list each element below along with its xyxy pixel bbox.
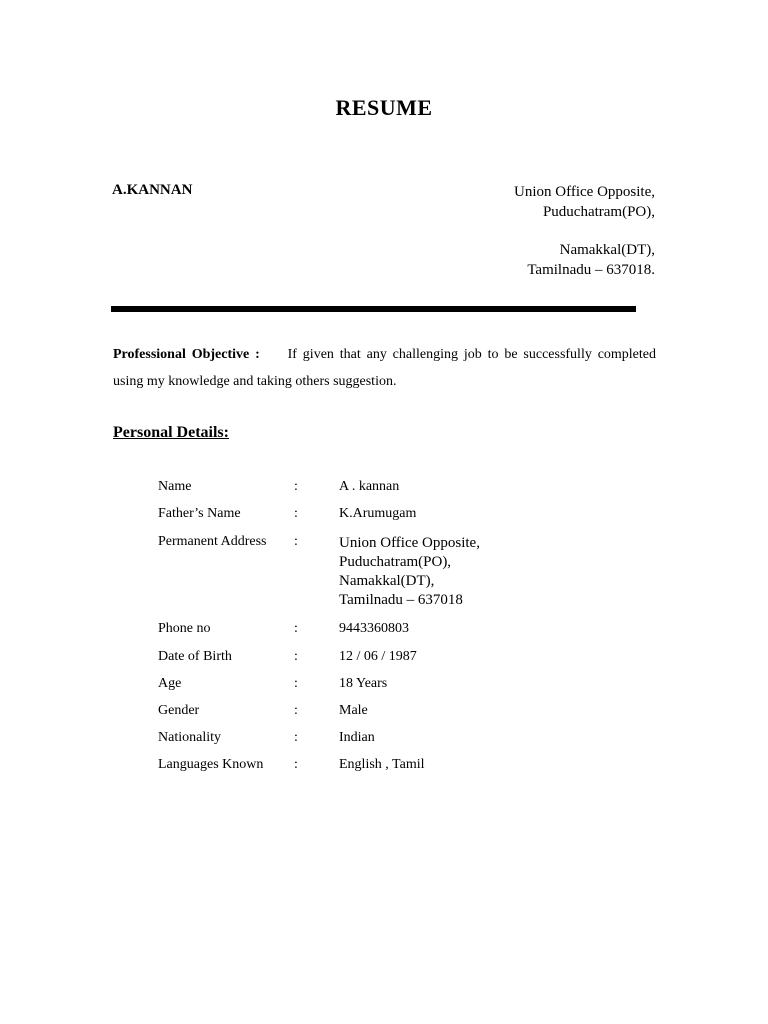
detail-row-name [158, 479, 578, 506]
detail-value: 18 Years [339, 676, 388, 691]
detail-value: Male [339, 703, 368, 718]
professional-objective [113, 341, 656, 395]
detail-separator: : [294, 479, 298, 494]
detail-row-age [158, 676, 578, 703]
detail-separator: : [294, 506, 298, 521]
detail-value: Indian [339, 730, 375, 745]
detail-label: Nationality [158, 730, 221, 745]
detail-separator: : [294, 730, 298, 745]
detail-separator: : [294, 757, 298, 772]
detail-value: K.Arumugam [339, 506, 417, 521]
detail-row-nationality [158, 730, 578, 757]
detail-label: Name [158, 479, 192, 494]
address-line: Puduchatram(PO), [339, 554, 452, 570]
detail-value: A . kannan [339, 479, 400, 494]
detail-row-languages [158, 757, 578, 784]
detail-value: 12 / 06 / 1987 [339, 649, 417, 664]
detail-row-phone [158, 621, 578, 649]
detail-label: Phone no [158, 621, 211, 636]
detail-label: Gender [158, 703, 200, 718]
detail-row-permanent-address [158, 534, 578, 621]
detail-row-father [158, 506, 578, 534]
detail-row-dob [158, 649, 578, 676]
detail-value: 9443360803 [339, 621, 409, 636]
address-line: Namakkal(DT), [559, 242, 655, 258]
detail-separator: : [294, 621, 298, 636]
contact-address [514, 182, 655, 280]
address-line: Union Office Opposite, [339, 535, 480, 551]
detail-value: English , Tamil [339, 757, 425, 772]
address-line: Tamilnadu – 637018 [339, 592, 463, 608]
detail-label: Languages Known [158, 757, 264, 772]
detail-separator: : [294, 676, 298, 691]
address-line: Namakkal(DT), [339, 573, 435, 589]
detail-value [339, 534, 578, 610]
address-line: Puduchatram(PO), [542, 204, 655, 220]
address-line: Tamilnadu – 637018. [527, 262, 655, 278]
candidate-name: A.KANNAN [112, 182, 193, 198]
detail-separator: : [294, 703, 298, 718]
detail-label: Permanent Address [158, 534, 267, 549]
document-title: RESUME [335, 95, 433, 120]
detail-separator: : [294, 649, 298, 664]
objective-text: If given that any challenging job to be successfully completed using my knowledge and taking others suggestion. [113, 347, 657, 389]
detail-row-gender [158, 703, 578, 730]
personal-details-table [158, 479, 578, 784]
detail-separator: : [294, 534, 298, 549]
detail-label: Age [158, 676, 182, 691]
horizontal-divider [111, 306, 636, 312]
detail-label: Date of Birth [158, 649, 232, 664]
personal-details-heading: Personal Details: [113, 424, 229, 441]
detail-label: Father’s Name [158, 506, 241, 521]
objective-label: Professional Objective : [113, 347, 260, 362]
address-line: Union Office Opposite, [514, 184, 655, 200]
